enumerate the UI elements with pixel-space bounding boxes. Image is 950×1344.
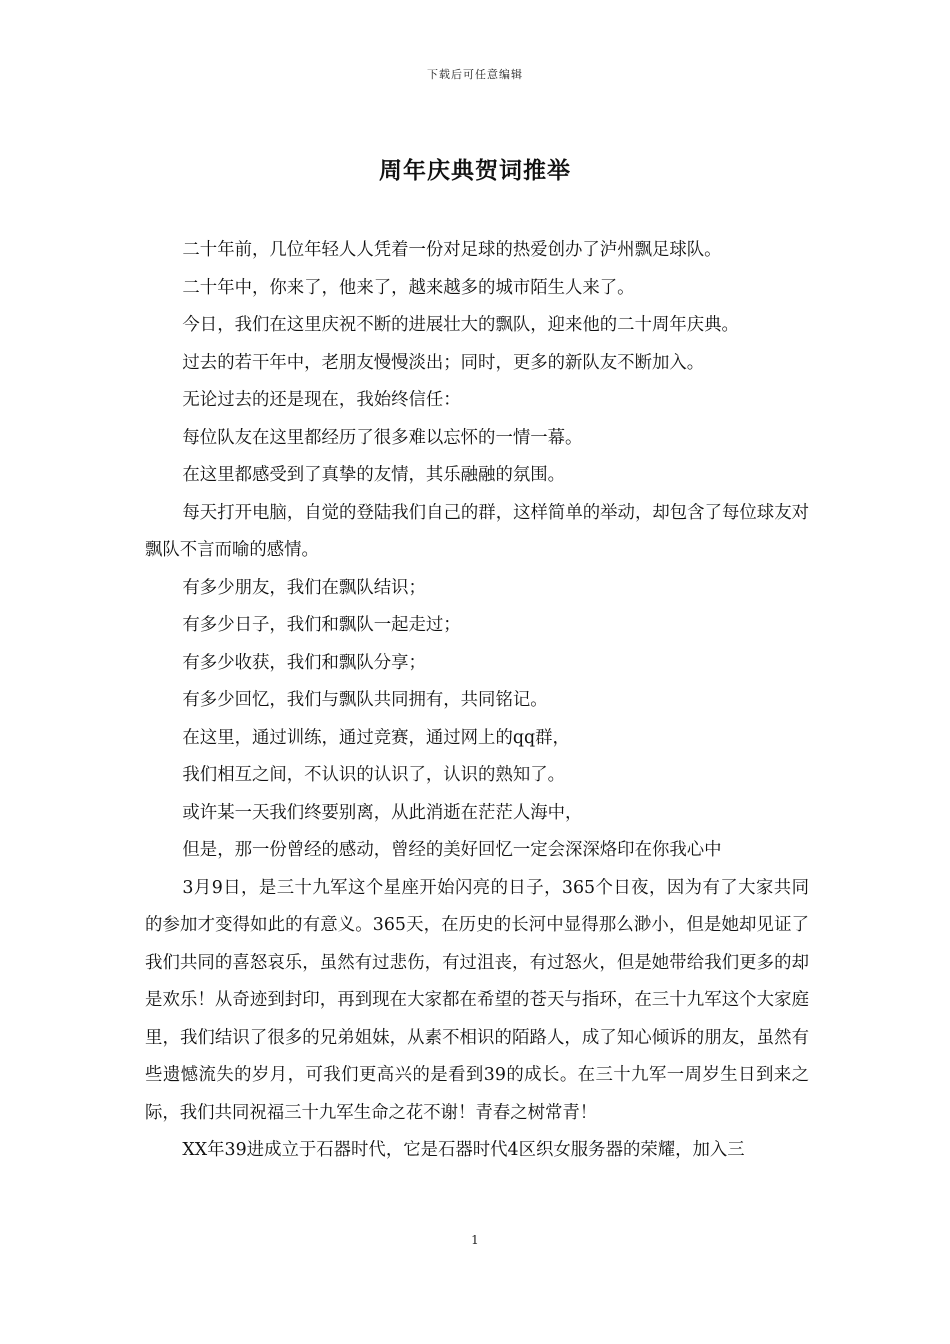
header-note: 下载后可任意编辑 [427, 68, 523, 81]
paragraph: 二十年前，几位年轻人人凭着一份对足球的热爱创办了泸州飘足球队。 [182, 240, 722, 260]
paragraph: 我们相互之间，不认识的认识了，认识的熟知了。 [182, 765, 566, 785]
document-body [145, 232, 809, 1170]
paragraph: 有多少回忆，我们与飘队共同拥有，共同铭记。 [182, 690, 548, 710]
paragraph: 3月9日，是三十九军这个星座开始闪亮的日子，365个日夜，因为有了大家共同的参加才变得如此的有意义。365天，在历史的长河中显得那么渺小，但是她却见证了我们共同的喜怒哀乐，虽然有过悲伤，有过沮丧，有过怒火，但是她带给我们更多的却是欢乐！从奇迹到封印，再到现在大家都在希望的苍天与指环，在三十九军这个大家庭里，我们结识了很多的兄弟姐妹，从素不相识的陌路人，成了知心倾诉的朋友，虽然有些遗憾流失的岁月，可我们更高兴的是看到39的成长。在三十九军一周岁生日到来之际，我们共同祝福三十九军生命之花不谢！青春之树常青！ [145, 877, 809, 1123]
paragraph: 每天打开电脑，自觉的登陆我们自己的群，这样简单的举动，却包含了每位球友对飘队不言而喻的感情。 [145, 502, 809, 560]
paragraph: 有多少朋友，我们在飘队结识； [182, 577, 426, 598]
page-number: 1 [471, 1233, 479, 1247]
paragraph: 或许某一天我们终要别离，从此消逝在茫茫人海中， [182, 802, 583, 823]
paragraph: 过去的若干年中，老朋友慢慢淡出；同时，更多的新队友不断加入。 [182, 352, 705, 373]
paragraph: 在这里，通过训练，通过竞赛，通过网上的qq群， [182, 727, 570, 748]
paragraph: 无论过去的还是现在，我始终信任： [182, 390, 461, 410]
document-title: 周年庆典贺词推举 [379, 157, 571, 184]
paragraph: 有多少收获，我们和飘队分享； [182, 652, 426, 673]
paragraph: 今日，我们在这里庆祝不断的进展壮大的飘队，迎来他的二十周年庆典。 [182, 315, 739, 335]
paragraph: 在这里都感受到了真挚的友情，其乐融融的氛围。 [182, 465, 566, 485]
paragraph: XX年39进成立于石器时代，它是石器时代4区织女服务器的荣耀，加入三 [182, 1140, 745, 1160]
paragraph: 每位队友在这里都经历了很多难以忘怀的一情一幕。 [182, 427, 583, 448]
paragraph: 有多少日子，我们和飘队一起走过； [182, 615, 461, 635]
paragraph: 二十年中，你来了，他来了，越来越多的城市陌生人来了。 [182, 277, 635, 298]
paragraph: 但是，那一份曾经的感动，曾经的美好回忆一定会深深烙印在你我心中 [182, 840, 722, 860]
